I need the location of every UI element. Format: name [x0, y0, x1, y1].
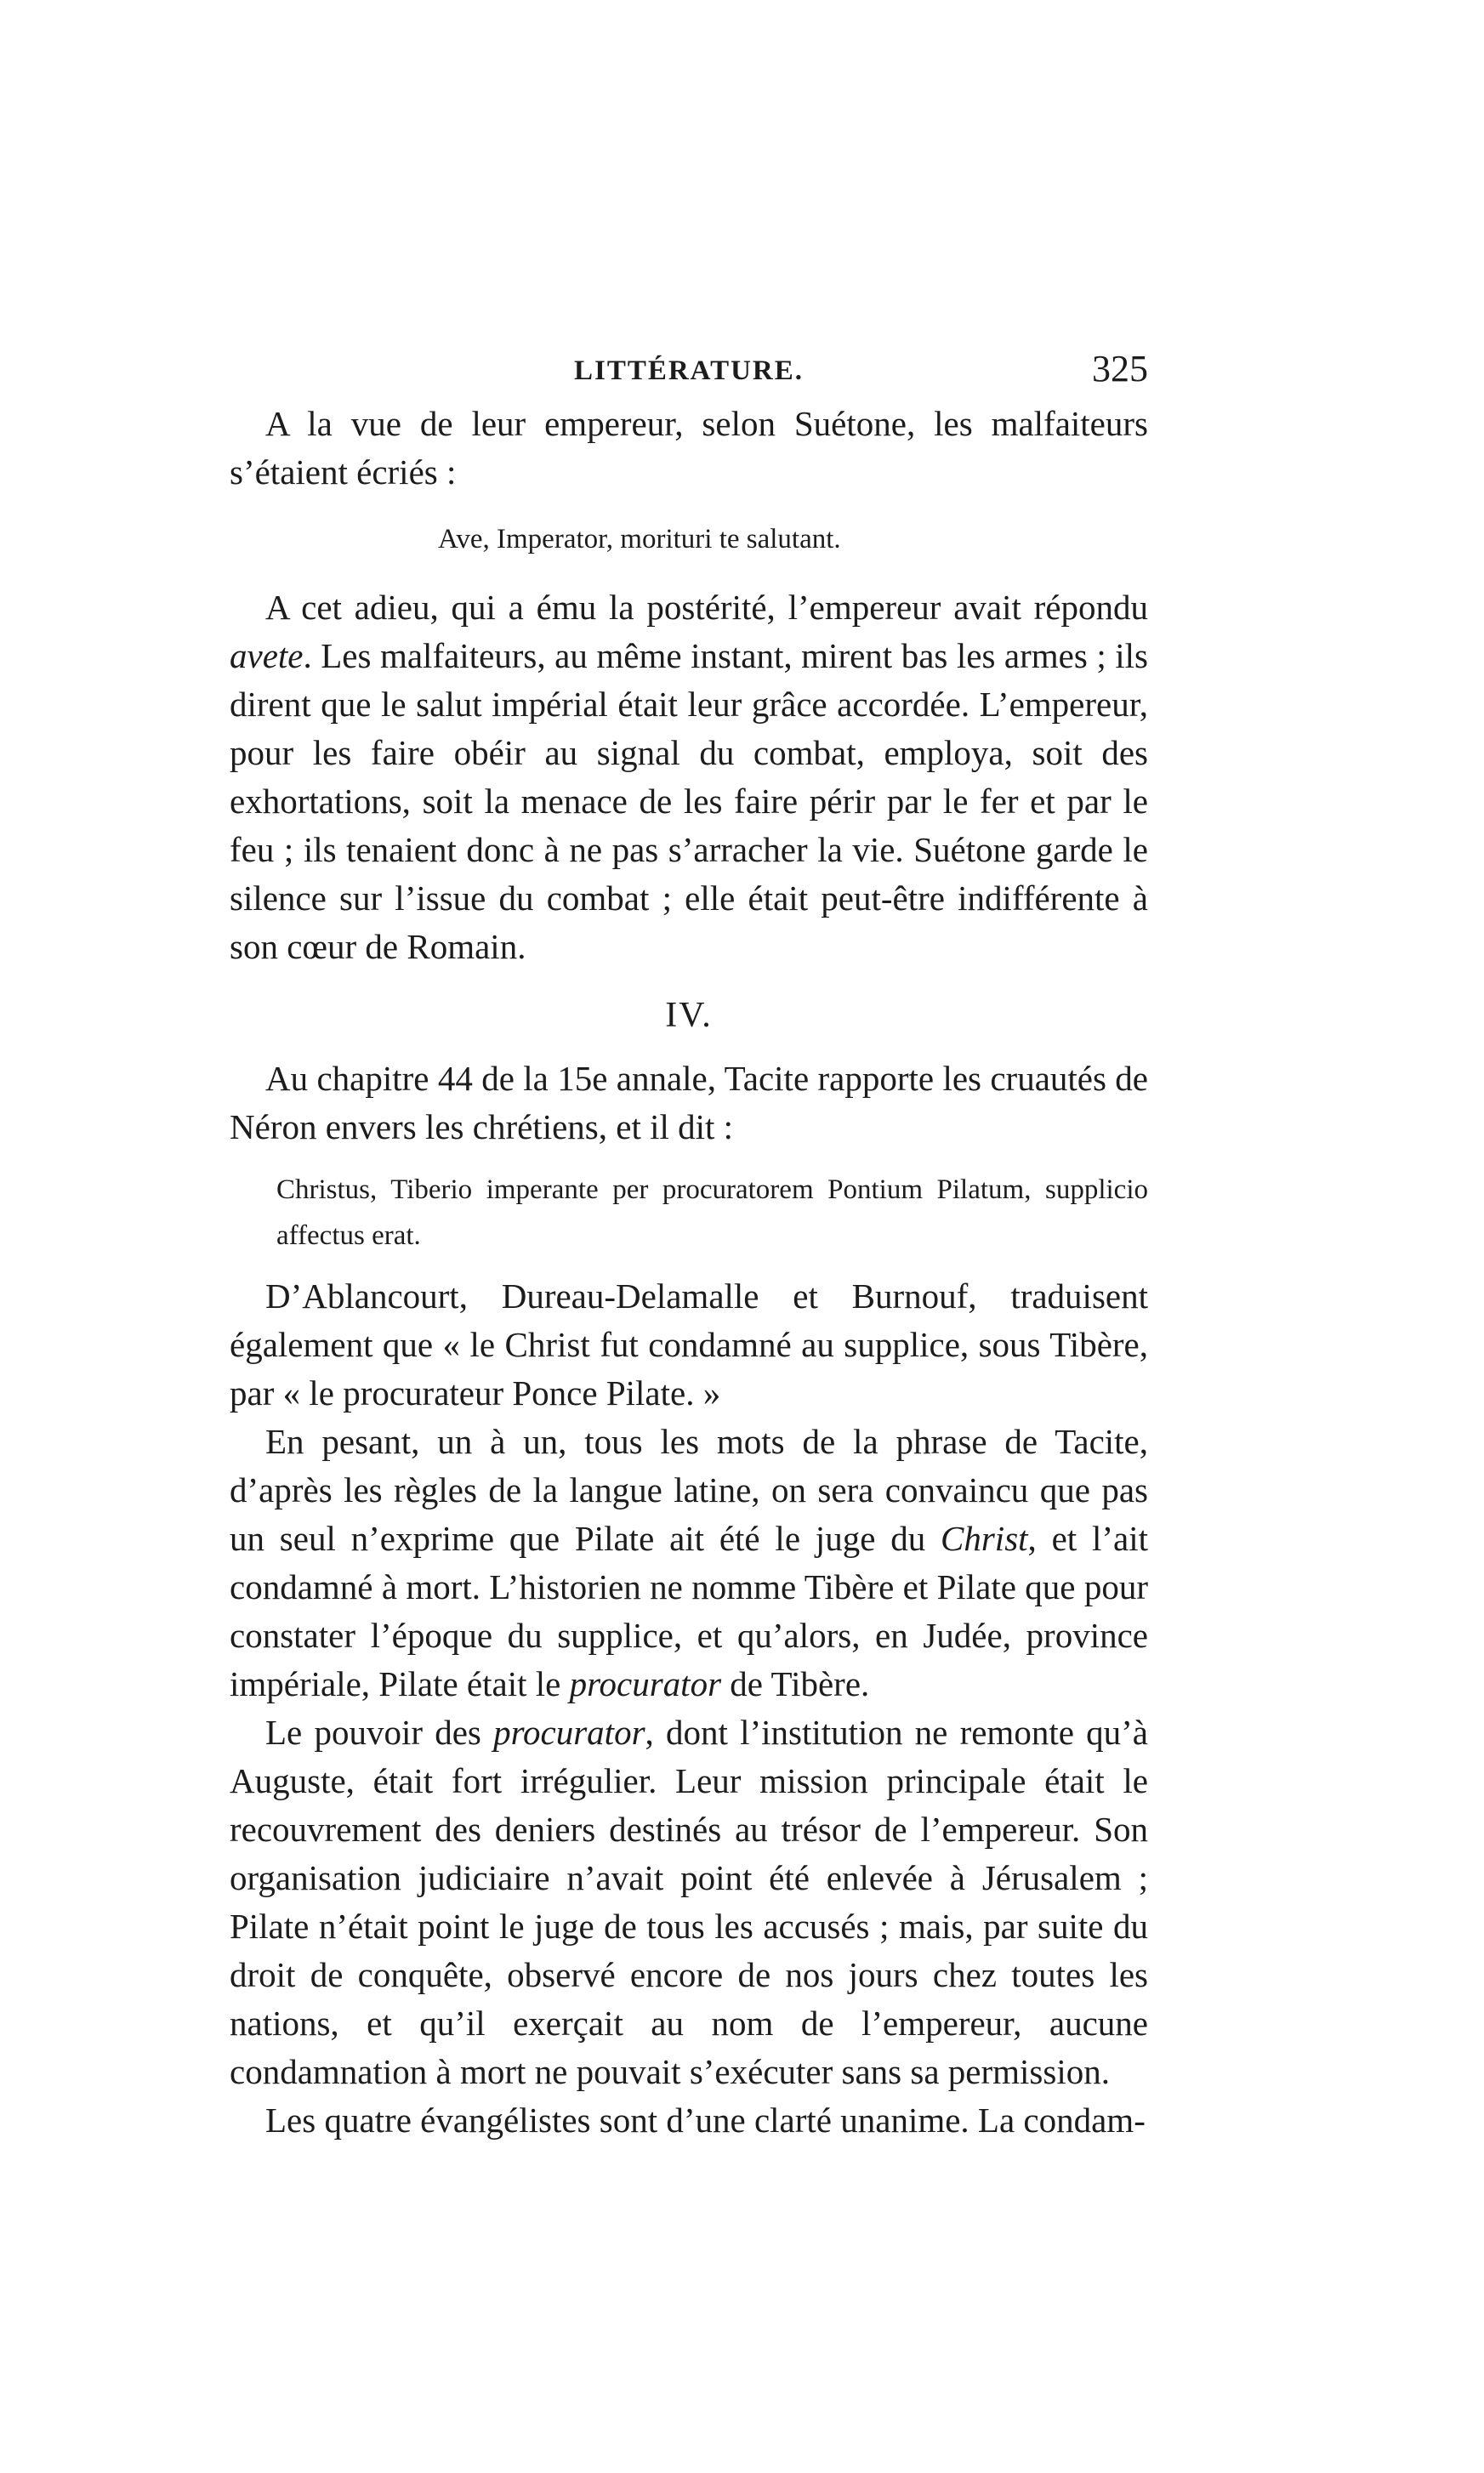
paragraph-3: Au chapitre 44 de la 15e annale, Tacite rapporte les cruautés de Néron envers les chrétiens, et il dit :: [230, 1059, 1148, 1146]
paragraph-2: [230, 583, 1148, 971]
paragraph-5-italic-christ: Christ: [941, 1519, 1028, 1558]
latin-quote-2: Christus, Tiberio imperante per procuratorem Pontium Pilatum, supplicio affectus erat.: [276, 1174, 1148, 1251]
paragraph-4: D’Ablancourt, Dureau-Delamalle et Burnouf, traduisent également que « le Christ fut condamné au supplice, sous Tibère, par « le procurateur Ponce Pilate. »: [230, 1276, 1148, 1413]
paragraph-5-text-b: , et l’ait condamné à mort. L’historien ne nomme Tibère et Pilate que pour constater l’époque du supplice, et qu’alors, en Judée, province impériale, Pilate était le: [230, 1519, 1148, 1703]
paragraph-5-text-a: En pesant, un à un, tous les mots de la phrase de Tacite, d’après les règles de la langue latine, on sera convaincu que pas un seul n’exprime que Pilate ait été le juge du: [230, 1422, 1148, 1558]
paragraph-6-italic: procurator: [493, 1713, 645, 1752]
paragraph-6-text-a: Le pouvoir des: [265, 1713, 494, 1752]
paragraph-7: Les quatre évangélistes sont d’une clarté unanime. La condam-: [265, 2101, 1146, 2140]
latin-quote-1: Ave, Imperator, morituri te salutant.: [438, 524, 841, 554]
paragraph-2-italic: avete: [230, 636, 304, 675]
running-head: [230, 347, 1148, 398]
body-text: [230, 400, 1148, 2145]
paragraph-2-text-a: A cet adieu, qui a ému la postérité, l’empereur avait répondu: [265, 588, 1148, 627]
paragraph-1: A la vue de leur empereur, selon Suétone, les malfaiteurs s’étaient écriés :: [230, 404, 1148, 492]
running-title: LITTÉRATURE.: [573, 355, 805, 386]
page-number: 325: [1092, 348, 1148, 389]
paragraph-6: [230, 1708, 1148, 2096]
paragraph-2-text-b: . Les malfaiteurs, au même instant, mirent bas les armes ; ils dirent que le salut impérial était leur grâce accordée. L’empereur, pour les faire obéir au signal du combat, employa, soit des exhortations, soit la menace de les faire périr par le fer et par le feu ; ils tenaient donc à ne pas s’arracher la vie. Suétone garde le silence sur l’issue du combat ; elle était peut-être indifférente à son cœur de Romain.: [230, 636, 1148, 966]
paragraph-5: [230, 1418, 1148, 1708]
paragraph-5-text-c: de Tibère.: [721, 1664, 870, 1703]
paragraph-6-text-b: , dont l’institution ne remonte qu’à Auguste, était fort irrégulier. Leur mission principale était le recouvrement des deniers destinés au trésor de l’empereur. Son organisation judiciaire n’avait point été enlevée à Jérusalem ; Pilate n’était point le juge de tous les accusés ; mais, par suite du droit de conquête, observé encore de nos jours chez toutes les nations, et qu’il exerçait au nom de l’empereur, aucune condamnation à mort ne pouvait s’exécuter sans sa permission.: [230, 1713, 1148, 2091]
section-heading: IV.: [665, 996, 713, 1035]
paragraph-5-italic-procurator: procurator: [569, 1664, 722, 1703]
